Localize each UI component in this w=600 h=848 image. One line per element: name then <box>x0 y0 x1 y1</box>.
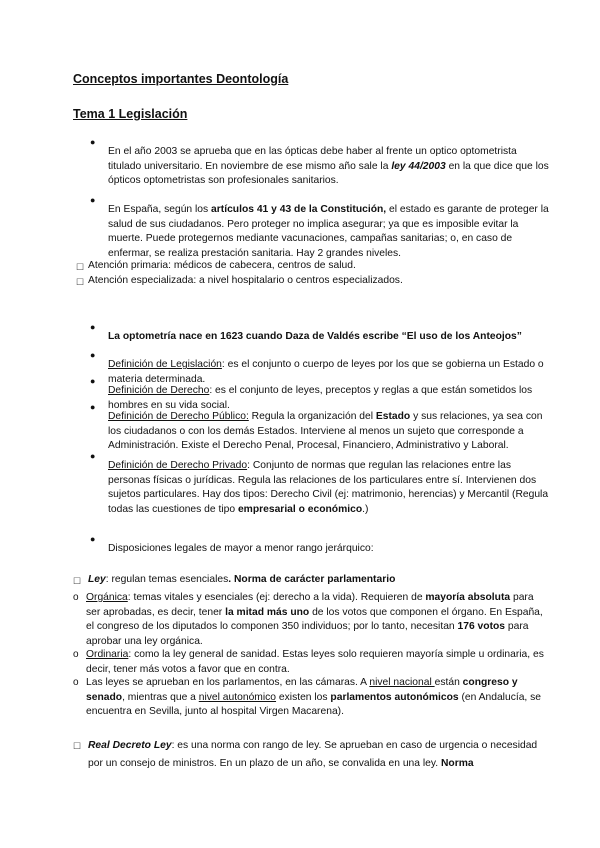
bullet-icon: ● <box>90 137 96 147</box>
parliaments-paragraph: Las leyes se aprueban en los parlamentos, en las cámaras. A nivel nacional están congreso y senado, mientras que a nivel autonómico existen los parlamentos autonómicos (en Andalucía, se encuentra en Sevilla, junto al hospital Virgen Macarena). <box>86 677 542 717</box>
definition-public-law: Definición de Derecho Público: Regula la organización del Estado y sus relaciones, ya sea con los ciudadanos o con los demás Estados. Interviene al menos un sujeto que corresponde a Administración. Existe el Derecho Penal, Procesal, Financiero, Administrativo y Laboral. <box>108 411 543 452</box>
checkbox-square-icon: ☐ <box>73 741 82 751</box>
law-reference: ley 44/2003 <box>391 160 446 172</box>
document-title: Conceptos importantes Deontología <box>73 72 289 86</box>
level-primary: Atención primaria: médicos de cabecera, centros de salud. <box>88 260 356 271</box>
ordinaria-definition: Ordinaria: como la ley general de sanidad. Estas leyes solo requieren mayoría simple u ordinaria, es decir, tener más votos a favor que en contra. <box>86 649 544 675</box>
dispositions-heading: Disposiciones legales de mayor a menor rango jerárquico: <box>108 543 374 555</box>
real-decreto-ley-definition: Real Decreto Ley: es una norma con rango de ley. Se aprueban en caso de urgencia o necesidad por un consejo de ministros. En un plazo de un año, se convalida en una ley. Norma <box>88 740 538 769</box>
checkbox-square-icon: ☐ <box>76 277 85 287</box>
bullet-icon: ● <box>90 402 96 412</box>
checkbox-square-icon: ☐ <box>73 576 82 586</box>
bullet-icon: ● <box>90 322 96 332</box>
definition-law: Definición de Derecho: es el conjunto de leyes, preceptos y reglas a que están sometidos los hombres en su vida social. <box>108 385 533 411</box>
level-specialized: Atención especializada: a nivel hospitalario o centros especializados. <box>88 275 403 286</box>
ley-definition: Ley: regulan temas esenciales. Norma de carácter parlamentario <box>88 574 396 585</box>
section-heading: Tema 1 Legislación <box>73 107 188 121</box>
bullet-icon: ● <box>90 534 96 544</box>
paragraph-constitution: En España, según los artículos 41 y 43 de la Constitución, el estado es garante de proteger la salud de sus ciudadanos. Pero proteger no implica asegurar; ya que es imposible evitar la muerte. Puede protegernos mediante vacunaciones, campañas sanitarias; o, en caso de enfermar, se realiza prestación sanitaria. Hay 2 grandes niveles. <box>108 204 549 259</box>
bullet-icon: ● <box>90 195 96 205</box>
circle-bullet-icon: o <box>73 592 79 603</box>
organica-definition: Orgánica: temas vitales y esenciales (ej: derecho a la vida). Requieren de mayoría absoluta para ser aprobadas, es decir, tener la mitad más uno de los votos que componen el órgano. En España, el congreso de los diputados lo componen 350 individuos; por lo tanto, necesitan 176 votos para aprobar una ley orgánica. <box>86 592 543 647</box>
circle-bullet-icon: o <box>73 677 79 688</box>
bullet-icon: ● <box>90 451 96 461</box>
optometry-origin: La optometría nace en 1623 cuando Daza de Valdés escribe “El uso de los Anteojos” <box>108 331 522 343</box>
bullet-icon: ● <box>90 350 96 360</box>
checkbox-square-icon: ☐ <box>76 262 85 272</box>
bullet-icon: ● <box>90 376 96 386</box>
paragraph-2003: En el año 2003 se aprueba que en las ópticas debe haber al frente un optico optometrista titulado universitario. En noviembre de ese mismo año sale la ley 44/2003 en la que dice que los ópticos optometristas son profesionales sanitarios. <box>108 146 549 187</box>
constitution-articles: artículos 41 y 43 de la Constitución, <box>211 204 387 216</box>
circle-bullet-icon: o <box>73 649 79 660</box>
definition-legislation: Definición de Legislación: es el conjunto o cuerpo de leyes por los que se gobierna un Estado o materia determinada. <box>108 359 544 385</box>
definition-private-law: Definición de Derecho Privado: Conjunto de normas que regulan las relaciones entre las personas físicas o jurídicas. Regula las relaciones de los particulares entre sí. Intervienen dos sujetos particulares. Hay dos tipos: Derecho Civil (ej: matrimonio, herencias) y Mercantil (Regula todas las cuestiones de tipo empresarial o económico.) <box>108 460 549 515</box>
